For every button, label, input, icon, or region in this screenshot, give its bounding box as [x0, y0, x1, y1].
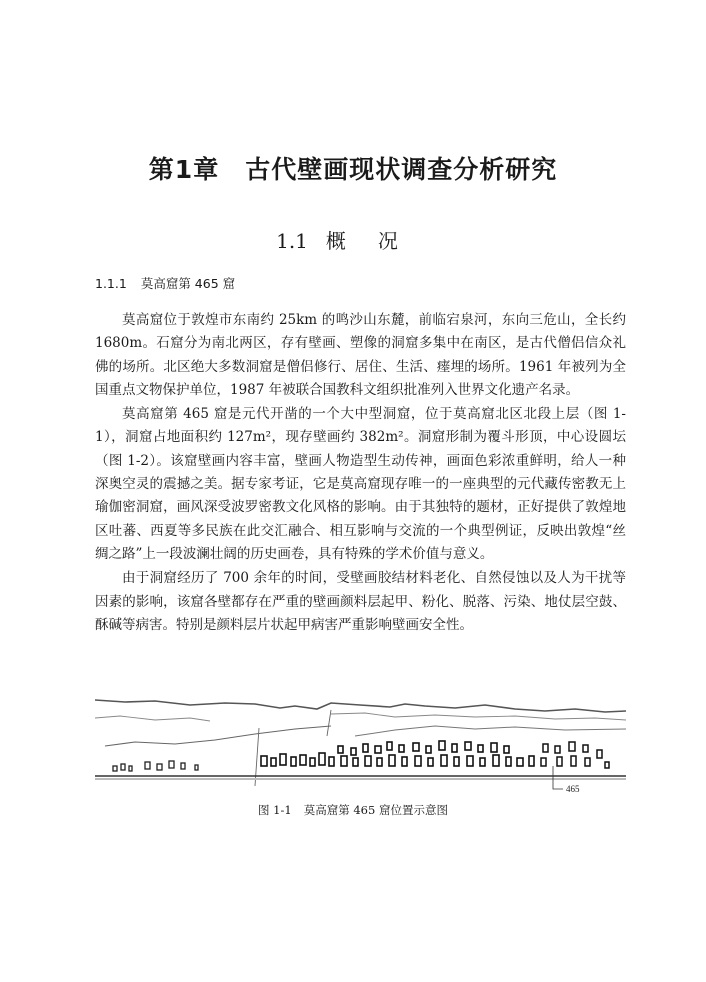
- cliff-upper-contour: [95, 713, 626, 721]
- paragraph: 由于洞窟经历了 700 余年的时间，受壁画胶结材料老化、自然侵蚀以及人为干扰等因素的影响，该窟各壁都存在严重的壁画颜料层起甲、粉化、脱落、污染、地仗层空鼓、酥碱等病害。特别是颜料层片状起甲病害严重影响壁画安全性。: [95, 570, 626, 633]
- section-title: 概况: [325, 229, 430, 253]
- paragraph: 莫高窟位于敦煌市东南约 25km 的鸣沙山东麓，前临宕泉河，东向三危山，全长约 1680m。石窟分为南北两区，存有壁画、塑像的洞窟多集中在南区，是古代僧侣信众礼佛的场所。北区绝大多数洞窟是僧侣修行、居住、生活、瘗埋的场所。1961 年被列为全国重点文物保护单位，1987 年被联合国教科文组织批准列入世界文化遗产名录。: [95, 312, 626, 398]
- cliff-top-line: [95, 700, 626, 712]
- section-number: 1.1: [276, 229, 308, 253]
- cave-465-leader-line: [553, 766, 563, 789]
- cliff-contour-left: [105, 726, 331, 746]
- cave-465-label: 465: [566, 784, 580, 794]
- cave-location-figure: [95, 696, 626, 796]
- figure-caption: [0, 802, 706, 818]
- subsection-heading: [95, 274, 235, 292]
- figure-caption-number: 图 1-1: [258, 803, 292, 817]
- body-text: [95, 309, 626, 638]
- cave-openings-right: [541, 742, 609, 768]
- cliff-vertical-line: [255, 710, 331, 786]
- figure-caption-text: 莫高窟第 465 窟位置示意图: [303, 803, 448, 817]
- section-heading: [0, 225, 706, 254]
- cave-openings-middle: [261, 741, 534, 766]
- chapter-title: 第1章 古代壁画现状调查分析研究: [148, 155, 558, 184]
- cliff-contour-right: [355, 726, 626, 736]
- paragraph: 莫高窟第 465 窟是元代开凿的一个大中型洞窟，位于莫高窟北区北段上层（图 1-1），洞窟占地面积约 127m²，现存壁画约 382m²。洞窟形制为覆斗形顶，中心设圆坛（图 1-2）。该窟壁画内容丰富，壁画人物造型生动传神，画面色彩浓重鲜明，给人一种深奥空灵的震撼之美。据专家考证，它是莫高窟现存唯一的一座典型的元代藏传密教无上瑜伽密洞窟，画风深受波罗密教文化风格的影响。由于其独特的题材，正好提供了敦煌地区吐蕃、西夏等多民族在此交汇融合、相互影响与交流的一个典型例证，反映出敦煌“丝绸之路”上一段波澜壮阔的历史画卷，具有特殊的学术价值与意义。: [95, 406, 626, 562]
- cave-openings-left: [113, 761, 198, 771]
- subsection-title: 莫高窟第 465 窟: [140, 276, 236, 291]
- cliff-drawing: [95, 696, 626, 796]
- subsection-number: 1.1.1: [95, 276, 127, 291]
